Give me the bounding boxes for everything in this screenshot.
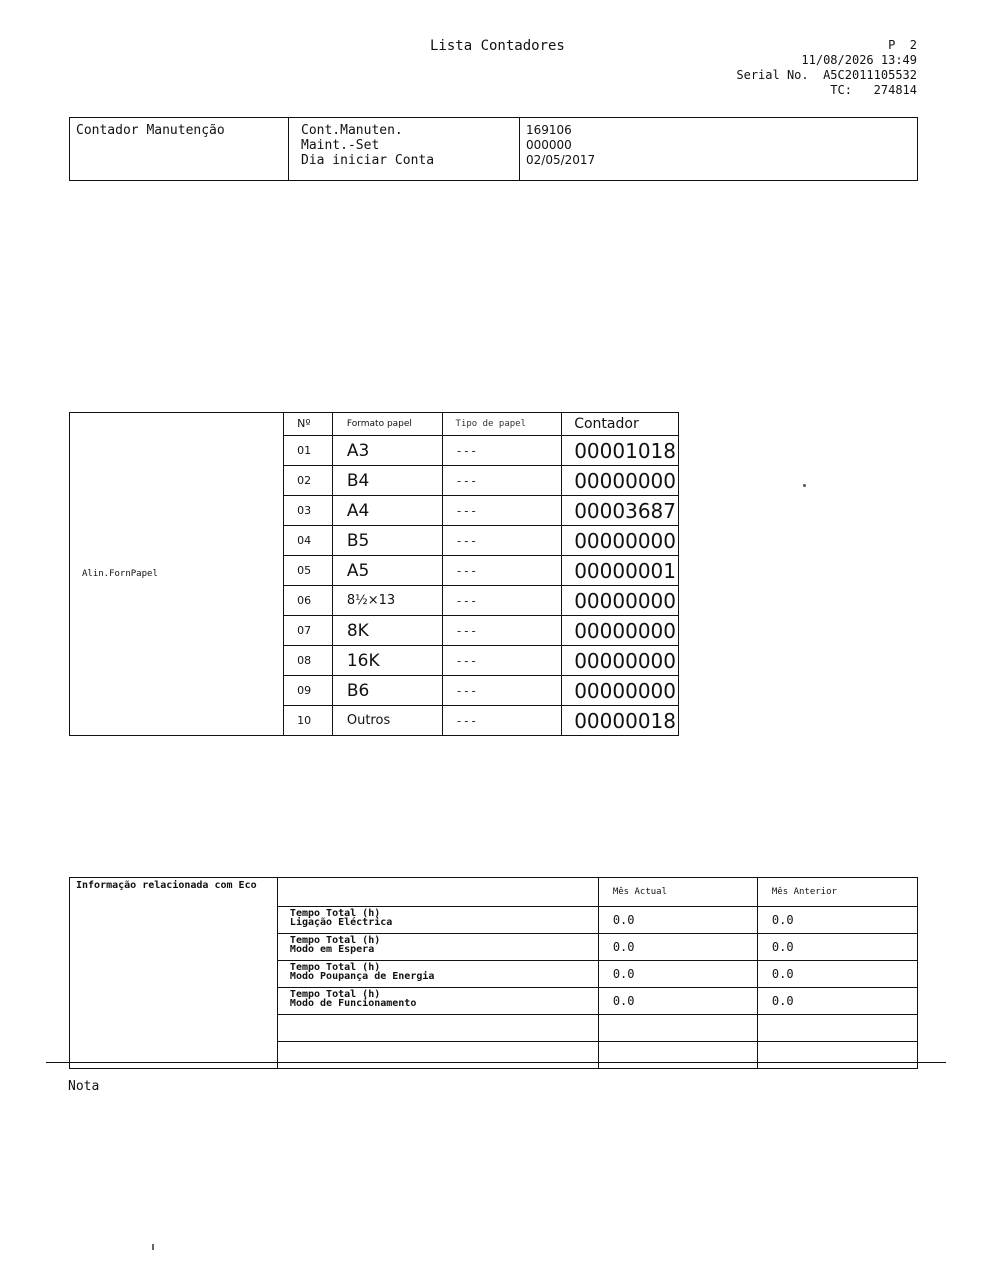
nota-label: Nota — [68, 1079, 100, 1094]
maintenance-value: 169106 — [526, 123, 572, 137]
page-number: P 2 — [888, 38, 917, 52]
paper-type: --- — [442, 616, 562, 646]
maintenance-value: 000000 — [526, 138, 572, 152]
empty-cell — [277, 1015, 598, 1042]
eco-previous: 0.0 — [757, 907, 917, 934]
paper-format: 16K — [332, 646, 442, 676]
paper-header-row — [70, 413, 679, 436]
eco-previous: 0.0 — [757, 988, 917, 1015]
eco-desc-line: Ligação Eléctrica — [289, 917, 393, 928]
document-title: Lista Contadores — [430, 38, 565, 54]
paper-type: --- — [442, 646, 562, 676]
eco-current: 0.0 — [598, 988, 757, 1015]
tray-number: 04 — [284, 526, 333, 556]
eco-previous: 0.0 — [757, 961, 917, 988]
eco-desc-line: Tempo Total (h) — [289, 989, 381, 1000]
paper-counter: 00001018 — [562, 436, 679, 466]
paper-counter: 00000000 — [562, 586, 679, 616]
paper-format: Outros — [332, 706, 442, 736]
paper-type: --- — [442, 706, 562, 736]
eco-description — [277, 988, 598, 1015]
paper-counter: 00000001 — [562, 556, 679, 586]
eco-desc-line: Tempo Total (h) — [289, 908, 381, 919]
maintenance-values — [520, 118, 918, 181]
eco-desc-line: Tempo Total (h) — [289, 962, 381, 973]
paper-counter: 00000000 — [562, 646, 679, 676]
print-datetime: 11/08/2026 13:49 — [801, 53, 917, 67]
tray-number: 05 — [284, 556, 333, 586]
empty-cell — [598, 1015, 757, 1042]
eco-desc-line: Modo de Funcionamento — [289, 998, 417, 1009]
tray-number: 10 — [284, 706, 333, 736]
eco-current: 0.0 — [598, 961, 757, 988]
eco-description — [277, 934, 598, 961]
eco-header-row — [70, 878, 918, 907]
tray-number: 03 — [284, 496, 333, 526]
empty-cell — [757, 1042, 917, 1069]
eco-current: 0.0 — [598, 934, 757, 961]
tray-number: 09 — [284, 676, 333, 706]
paper-format: A3 — [332, 436, 442, 466]
header-num: Nº — [284, 413, 333, 436]
paper-counter: 00000000 — [562, 676, 679, 706]
scan-speck — [152, 1244, 154, 1250]
paper-type: --- — [442, 676, 562, 706]
empty-cell — [757, 1015, 917, 1042]
tray-number: 08 — [284, 646, 333, 676]
maintenance-names — [289, 118, 520, 181]
header-current-month: Mês Actual — [598, 878, 757, 907]
paper-counter: 00000000 — [562, 466, 679, 496]
empty-cell — [598, 1042, 757, 1069]
eco-description — [277, 907, 598, 934]
paper-type: --- — [442, 436, 562, 466]
paper-counter: 00000000 — [562, 526, 679, 556]
paper-counter: 00003687 — [562, 496, 679, 526]
paper-type: --- — [442, 526, 562, 556]
paper-format: B5 — [332, 526, 442, 556]
serial-label: Serial No. — [736, 68, 809, 82]
header-info — [736, 38, 917, 98]
paper-type: --- — [442, 466, 562, 496]
eco-desc-line: Modo em Espera — [289, 944, 375, 955]
maintenance-name: Maint.-Set — [301, 138, 380, 153]
maintenance-name: Cont.Manuten. — [301, 123, 403, 138]
header-counter: Contador — [562, 413, 679, 436]
maintenance-counter-table — [69, 117, 918, 181]
tray-number: 06 — [284, 586, 333, 616]
paper-format: A4 — [332, 496, 442, 526]
tc-label: TC: — [830, 83, 852, 97]
tc-value: 274814 — [873, 83, 917, 97]
paper-counter: 00000018 — [562, 706, 679, 736]
eco-previous: 0.0 — [757, 934, 917, 961]
eco-description — [277, 961, 598, 988]
paper-feed-table — [69, 412, 679, 736]
tray-number: 02 — [284, 466, 333, 496]
paper-type: --- — [442, 496, 562, 526]
maintenance-name: Dia iniciar Conta — [301, 153, 435, 168]
eco-header-blank — [277, 878, 598, 907]
paper-format: A5 — [332, 556, 442, 586]
tray-number: 01 — [284, 436, 333, 466]
paper-type: --- — [442, 586, 562, 616]
paper-type: --- — [442, 556, 562, 586]
paper-format: 8K — [332, 616, 442, 646]
paper-feed-label: Alin.FornPapel — [70, 413, 284, 736]
eco-desc-line: Tempo Total (h) — [289, 935, 381, 946]
eco-info-table — [69, 877, 918, 1069]
paper-format: B4 — [332, 466, 442, 496]
empty-cell — [277, 1042, 598, 1069]
divider — [46, 1062, 946, 1063]
paper-format: 8½×13 — [332, 586, 442, 616]
eco-current: 0.0 — [598, 907, 757, 934]
header-previous-month: Mês Anterior — [757, 878, 917, 907]
serial-line — [736, 68, 917, 83]
paper-counter: 00000000 — [562, 616, 679, 646]
serial-value: A5C2011105532 — [823, 68, 917, 82]
scan-speck — [803, 484, 806, 487]
maintenance-value: 02/05/2017 — [526, 153, 596, 167]
tc-line — [736, 83, 917, 98]
maintenance-label: Contador Manutenção — [70, 118, 289, 181]
paper-format: B6 — [332, 676, 442, 706]
header-type: Tipo de papel — [442, 413, 562, 436]
eco-label: Informação relacionada com Eco — [70, 878, 278, 1069]
eco-desc-line: Modo Poupança de Energia — [289, 971, 435, 982]
header-format: Formato papel — [332, 413, 442, 436]
tray-number: 07 — [284, 616, 333, 646]
